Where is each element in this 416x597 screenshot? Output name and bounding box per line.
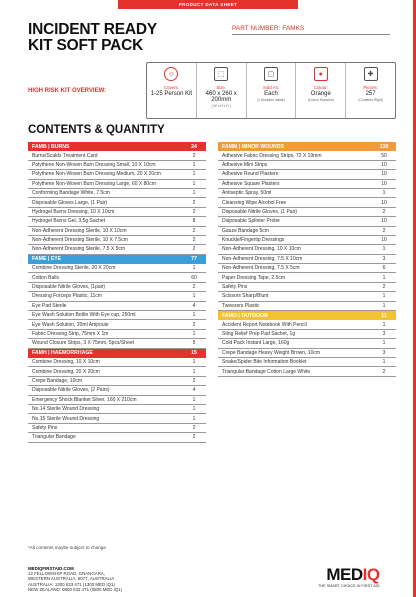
item-quantity: 1: [192, 293, 196, 300]
item-quantity: 1: [192, 265, 196, 272]
item-quantity: 10: [381, 199, 387, 206]
table-row: [28, 227, 206, 236]
contents-column-left: [28, 142, 206, 443]
logo-text-med: MED: [326, 565, 363, 584]
box-icon: ▢: [264, 67, 278, 81]
item-quantity: 2: [192, 208, 196, 215]
table-row: [28, 245, 206, 254]
page-title: [28, 22, 238, 54]
item-quantity: 2: [192, 284, 196, 291]
item-name: Accident Report Notebook With Pencil: [222, 321, 307, 328]
table-row: [218, 189, 396, 198]
item-quantity: 1: [192, 359, 196, 366]
item-quantity: 3: [382, 255, 386, 262]
table-row: [218, 349, 396, 358]
overview-item-note: (Contents Right): [358, 98, 383, 102]
footer-address: [28, 566, 122, 592]
mediq-logo: [318, 567, 380, 588]
overview-item: [296, 63, 346, 118]
table-row: [218, 273, 396, 282]
title-line-1: INCIDENT READY: [28, 21, 157, 38]
item-name: Antiseptic Spray, 50ml: [222, 190, 272, 197]
module-header: [218, 311, 396, 320]
table-row: [218, 292, 396, 301]
item-quantity: 1: [382, 274, 386, 281]
item-quantity: 10: [381, 161, 387, 168]
overview-item-value: Each: [264, 91, 278, 97]
website-link[interactable]: MEDIQFIRSTAID.COM: [28, 566, 74, 571]
module-header: [28, 255, 206, 264]
item-name: Cleansing Wipe Alcohol Free: [222, 199, 287, 206]
overview-item-label: Sold As:: [262, 85, 280, 90]
item-name: Burns/Scalds Treatment Card: [32, 152, 98, 159]
item-name: Scissors Sharp/Blunt: [222, 293, 269, 300]
item-name: Disposable Gloves Large, (1 Pair): [32, 199, 108, 206]
item-quantity: 1: [192, 180, 196, 187]
table-row: [28, 433, 206, 442]
table-row: [28, 217, 206, 226]
item-name: Tweezers Plastic: [222, 302, 260, 309]
item-quantity: 6: [382, 265, 386, 272]
table-row: [218, 339, 396, 348]
table-row: [218, 255, 396, 264]
item-quantity: 3: [382, 349, 386, 356]
colour-icon: ●: [314, 67, 328, 81]
table-row: [28, 377, 206, 386]
phone-line: AUSTRALIA: 1300 633 471 (1300 MED IQ1): [28, 581, 115, 587]
table-row: [218, 320, 396, 329]
module-header: [218, 142, 396, 151]
item-name: Paper Dressing Tape, 2.5cm: [222, 274, 285, 281]
item-quantity: 1: [382, 340, 386, 347]
item-quantity: 1: [192, 331, 196, 337]
table-row: [218, 161, 396, 170]
item-name: Triangular Bandage Cotton Large White: [222, 368, 311, 375]
table-row: [28, 302, 206, 311]
overview-item-value: Orange: [310, 91, 331, 97]
item-quantity: 4: [192, 387, 196, 394]
table-row: [218, 217, 396, 226]
table-row: [218, 151, 396, 160]
table-row: [218, 208, 396, 217]
item-name: Triangular Bandage: [32, 434, 76, 441]
table-row: [218, 358, 396, 367]
item-quantity: 1: [382, 321, 386, 328]
overview-item: [346, 63, 395, 118]
item-quantity: 1: [382, 246, 386, 253]
table-row: [218, 264, 396, 273]
item-quantity: 1: [192, 368, 196, 375]
module-total: 77: [191, 256, 197, 263]
item-name: Dressing Forceps Plastic, 11cm: [32, 293, 102, 300]
item-name: Knuckle/Fingertip Dressings: [222, 237, 285, 244]
item-name: Eye Wash Solution, 20ml Ampoule: [32, 321, 109, 328]
item-quantity: 1: [192, 312, 196, 319]
module-total: 130: [379, 143, 389, 150]
table-row: [28, 424, 206, 433]
table-row: [28, 161, 206, 170]
overview-item-label: Colour:: [313, 85, 328, 90]
item-name: Disposable Nitrile Gloves, (1pair): [32, 284, 106, 291]
item-quantity: 2: [382, 208, 386, 215]
item-name: Non-Adherent Dressing, 10 X 10cm: [222, 246, 301, 253]
item-quantity: 3: [382, 331, 386, 337]
module-total: 11: [381, 312, 387, 319]
table-row: [218, 367, 396, 376]
address-line: WESTERN AUSTRALIA, 6077, AUSTRALIA: [28, 576, 115, 582]
item-quantity: 1: [382, 302, 386, 309]
overview-panel: [146, 62, 396, 119]
table-row: [28, 320, 206, 329]
table-row: [218, 170, 396, 179]
item-name: Hydrogel Burns Dressing, 10 X 10cm: [32, 208, 115, 215]
table-row: [218, 283, 396, 292]
item-name: Polythene Non-Woven Burn Dressing Medium, 20 X 20cm: [32, 171, 161, 178]
item-name: Wound Closure Strips, 3 X 75mm, 5pcs/Sheet: [32, 340, 134, 347]
item-name: Adhesive Square Plasters: [222, 180, 280, 187]
module-name: FAMB | BURNS: [32, 143, 70, 150]
item-quantity: 2: [192, 321, 196, 328]
table-row: [28, 358, 206, 367]
table-row: [28, 367, 206, 376]
item-name: Non-Adherent Dressing, 7.5 X 5cm: [222, 265, 300, 272]
table-row: [218, 236, 396, 245]
phone-line: NEW ZEALAND: 0800 633 471 (0800 MED IQ1): [28, 586, 123, 592]
item-name: Safety Pins: [222, 284, 248, 291]
overview-item-value: 257: [365, 91, 376, 97]
item-quantity: 1: [382, 190, 386, 197]
item-quantity: 2: [192, 199, 196, 206]
item-name: Adhesive Fabric Dressing Strips, 72 X 19mm: [222, 152, 322, 159]
address-line: 12 FELLOWSHIP ROAD, GNANGARA,: [28, 571, 106, 577]
pieces-icon: ✚: [364, 67, 378, 81]
brand-tagline: THE SMART CHOICE IN FIRST AID: [318, 584, 380, 588]
size-icon: ⬚: [214, 67, 228, 81]
table-row: [28, 405, 206, 414]
item-quantity: 2: [192, 227, 196, 234]
item-quantity: 2: [192, 377, 196, 384]
item-quantity: 10: [381, 180, 387, 187]
item-quantity: 2: [382, 368, 386, 375]
item-name: Cotton Balls: [32, 274, 59, 281]
item-name: Eye Pad Sterile: [32, 302, 67, 309]
table-row: [28, 414, 206, 423]
module-total: 24: [191, 143, 197, 150]
item-name: No.15 Sterile Wound Dressing: [32, 415, 100, 422]
item-quantity: 2: [382, 284, 386, 291]
item-quantity: 4: [192, 302, 196, 309]
table-row: [28, 273, 206, 282]
overview-item-label: Covers:: [163, 85, 179, 90]
module-name: FAMM | MINOR WOUNDS: [222, 143, 284, 150]
table-row: [28, 330, 206, 339]
module-header: [28, 349, 206, 358]
logo-text-iq: IQ: [362, 565, 380, 584]
table-row: [218, 330, 396, 339]
table-row: [28, 339, 206, 348]
overview-item-note: (1 Modules Inside): [257, 98, 285, 102]
overview-item: [197, 63, 247, 118]
part-number: PART NUMBER: FAMKS: [232, 25, 390, 35]
module-name: FAME | EYE: [32, 256, 62, 263]
table-row: [28, 396, 206, 405]
item-quantity: 1: [192, 190, 196, 197]
module-header: [28, 142, 206, 151]
item-quantity: 10: [381, 237, 387, 244]
item-name: Non-Adherent Dressing Sterile, 10 X 10cm: [32, 227, 127, 234]
table-row: [218, 180, 396, 189]
item-quantity: 1: [192, 171, 196, 178]
table-row: [218, 245, 396, 254]
item-quantity: 2: [192, 424, 196, 431]
table-row: [218, 302, 396, 311]
overview-item-note: ( W x H x D ): [211, 104, 231, 108]
table-row: [28, 189, 206, 198]
overview-item: [247, 63, 297, 118]
item-quantity: 8: [192, 218, 196, 225]
item-name: Combine Dressing, 10 X 10cm: [32, 359, 100, 366]
overview-item-value: 1-25 Person Kit: [150, 91, 193, 97]
module-name: FAMO | OUTDOOR: [222, 312, 268, 319]
item-quantity: 1: [192, 161, 196, 168]
overview-label: HIGH RISK KIT OVERVIEW:: [28, 88, 107, 94]
overview-item-label: Size:: [216, 85, 227, 90]
product-data-sheet-banner: PRODUCT DATA SHEET: [118, 0, 298, 9]
item-name: Adhesive Round Plasters: [222, 171, 279, 178]
item-quantity: 1: [192, 396, 196, 403]
contents-title: CONTENTS & QUANTITY: [28, 124, 165, 136]
item-name: Disposable Splinter Probe: [222, 218, 280, 225]
item-quantity: 10: [381, 218, 387, 225]
contents-column-right: [218, 142, 396, 377]
item-quantity: 2: [192, 152, 196, 159]
item-name: Crepe Bandage, 10cm: [32, 377, 83, 384]
item-quantity: 1: [382, 359, 386, 366]
item-name: Disposable Nitrile Gloves, (2 Pairs): [32, 387, 110, 394]
item-quantity: 1: [382, 293, 386, 300]
item-name: Snake/Spider Bite Information Booklet: [222, 359, 307, 366]
table-row: [28, 151, 206, 160]
item-name: Non-Adherent Dressing Sterile, 7.5 X 5cm: [32, 246, 126, 253]
table-row: [28, 198, 206, 207]
item-name: Emergency Shock Blanket Silver, 160 X 210cm: [32, 396, 137, 403]
table-row: [218, 198, 396, 207]
item-quantity: 5: [192, 340, 196, 347]
overview-item-note: (Colour Modules): [307, 98, 334, 102]
item-name: Polythene Non-Woven Burn Dressing Small, 10 X 10cm: [32, 161, 156, 168]
item-quantity: 1: [192, 406, 196, 413]
footnote: *All contents maybe subject to change: [28, 545, 106, 550]
item-quantity: 10: [381, 171, 387, 178]
item-quantity: 50: [381, 152, 387, 159]
table-row: [28, 236, 206, 245]
table-row: [28, 180, 206, 189]
item-quantity: 1: [192, 415, 196, 422]
item-quantity: 2: [192, 246, 196, 253]
item-name: No.14 Sterile Wound Dressing: [32, 406, 100, 413]
table-row: [28, 208, 206, 217]
item-quantity: 2: [192, 434, 196, 441]
item-name: Safety Pins: [32, 424, 58, 431]
item-name: Disposable Nitrile Gloves, (1 Pair): [222, 208, 298, 215]
overview-item-value: 460 x 260 x 200mm: [205, 91, 237, 103]
item-name: Eye Wash Solution Bottle With Eye cup, 250ml: [32, 312, 136, 319]
module-total: 15: [191, 350, 197, 357]
table-row: [28, 170, 206, 179]
item-name: Polythene Non-Woven Burn Dressing Large, 60 X 80cm: [32, 180, 156, 187]
overview-item-label: Pieces:: [363, 85, 378, 90]
item-name: Conforming Bandage White, 7.5cm: [32, 190, 110, 197]
table-row: [28, 386, 206, 395]
item-name: Fabric Dressing Strip, 75mm X 1m: [32, 331, 109, 337]
item-name: Hydrogel Burns Gel, 3.5g Sachet: [32, 218, 106, 225]
item-quantity: 2: [382, 227, 386, 234]
table-row: [28, 264, 206, 273]
item-name: Crepe Bandage Heavy Weight Brown, 10cm: [222, 349, 321, 356]
table-row: [28, 311, 206, 320]
item-name: Non-Adherent Dressing Sterile, 10 X 7.5cm: [32, 237, 128, 244]
module-name: FAMH | HAEMORRHAGE: [32, 350, 93, 357]
item-name: Gauze Bandage 5cm: [222, 227, 269, 234]
people-icon: ☺: [164, 67, 178, 81]
table-row: [28, 292, 206, 301]
overview-item: [147, 63, 197, 118]
item-name: Cold Pack Instant Large, 160g: [222, 340, 290, 347]
item-quantity: 60: [191, 274, 197, 281]
item-name: Combine Dressing, 20 X 20cm: [32, 368, 100, 375]
title-line-2: KIT SOFT PACK: [28, 37, 144, 54]
item-name: Combine Dressing Sterile, 20 X 20cm: [32, 265, 116, 272]
item-name: Non-Adherent Dressing, 7.5 X 10cm: [222, 255, 303, 262]
table-row: [28, 283, 206, 292]
item-name: Adhesive Mini Strips: [222, 161, 268, 168]
table-row: [218, 227, 396, 236]
item-name: Sting Relief Prep Pad Sachet, 1g: [222, 331, 296, 337]
item-quantity: 2: [192, 237, 196, 244]
